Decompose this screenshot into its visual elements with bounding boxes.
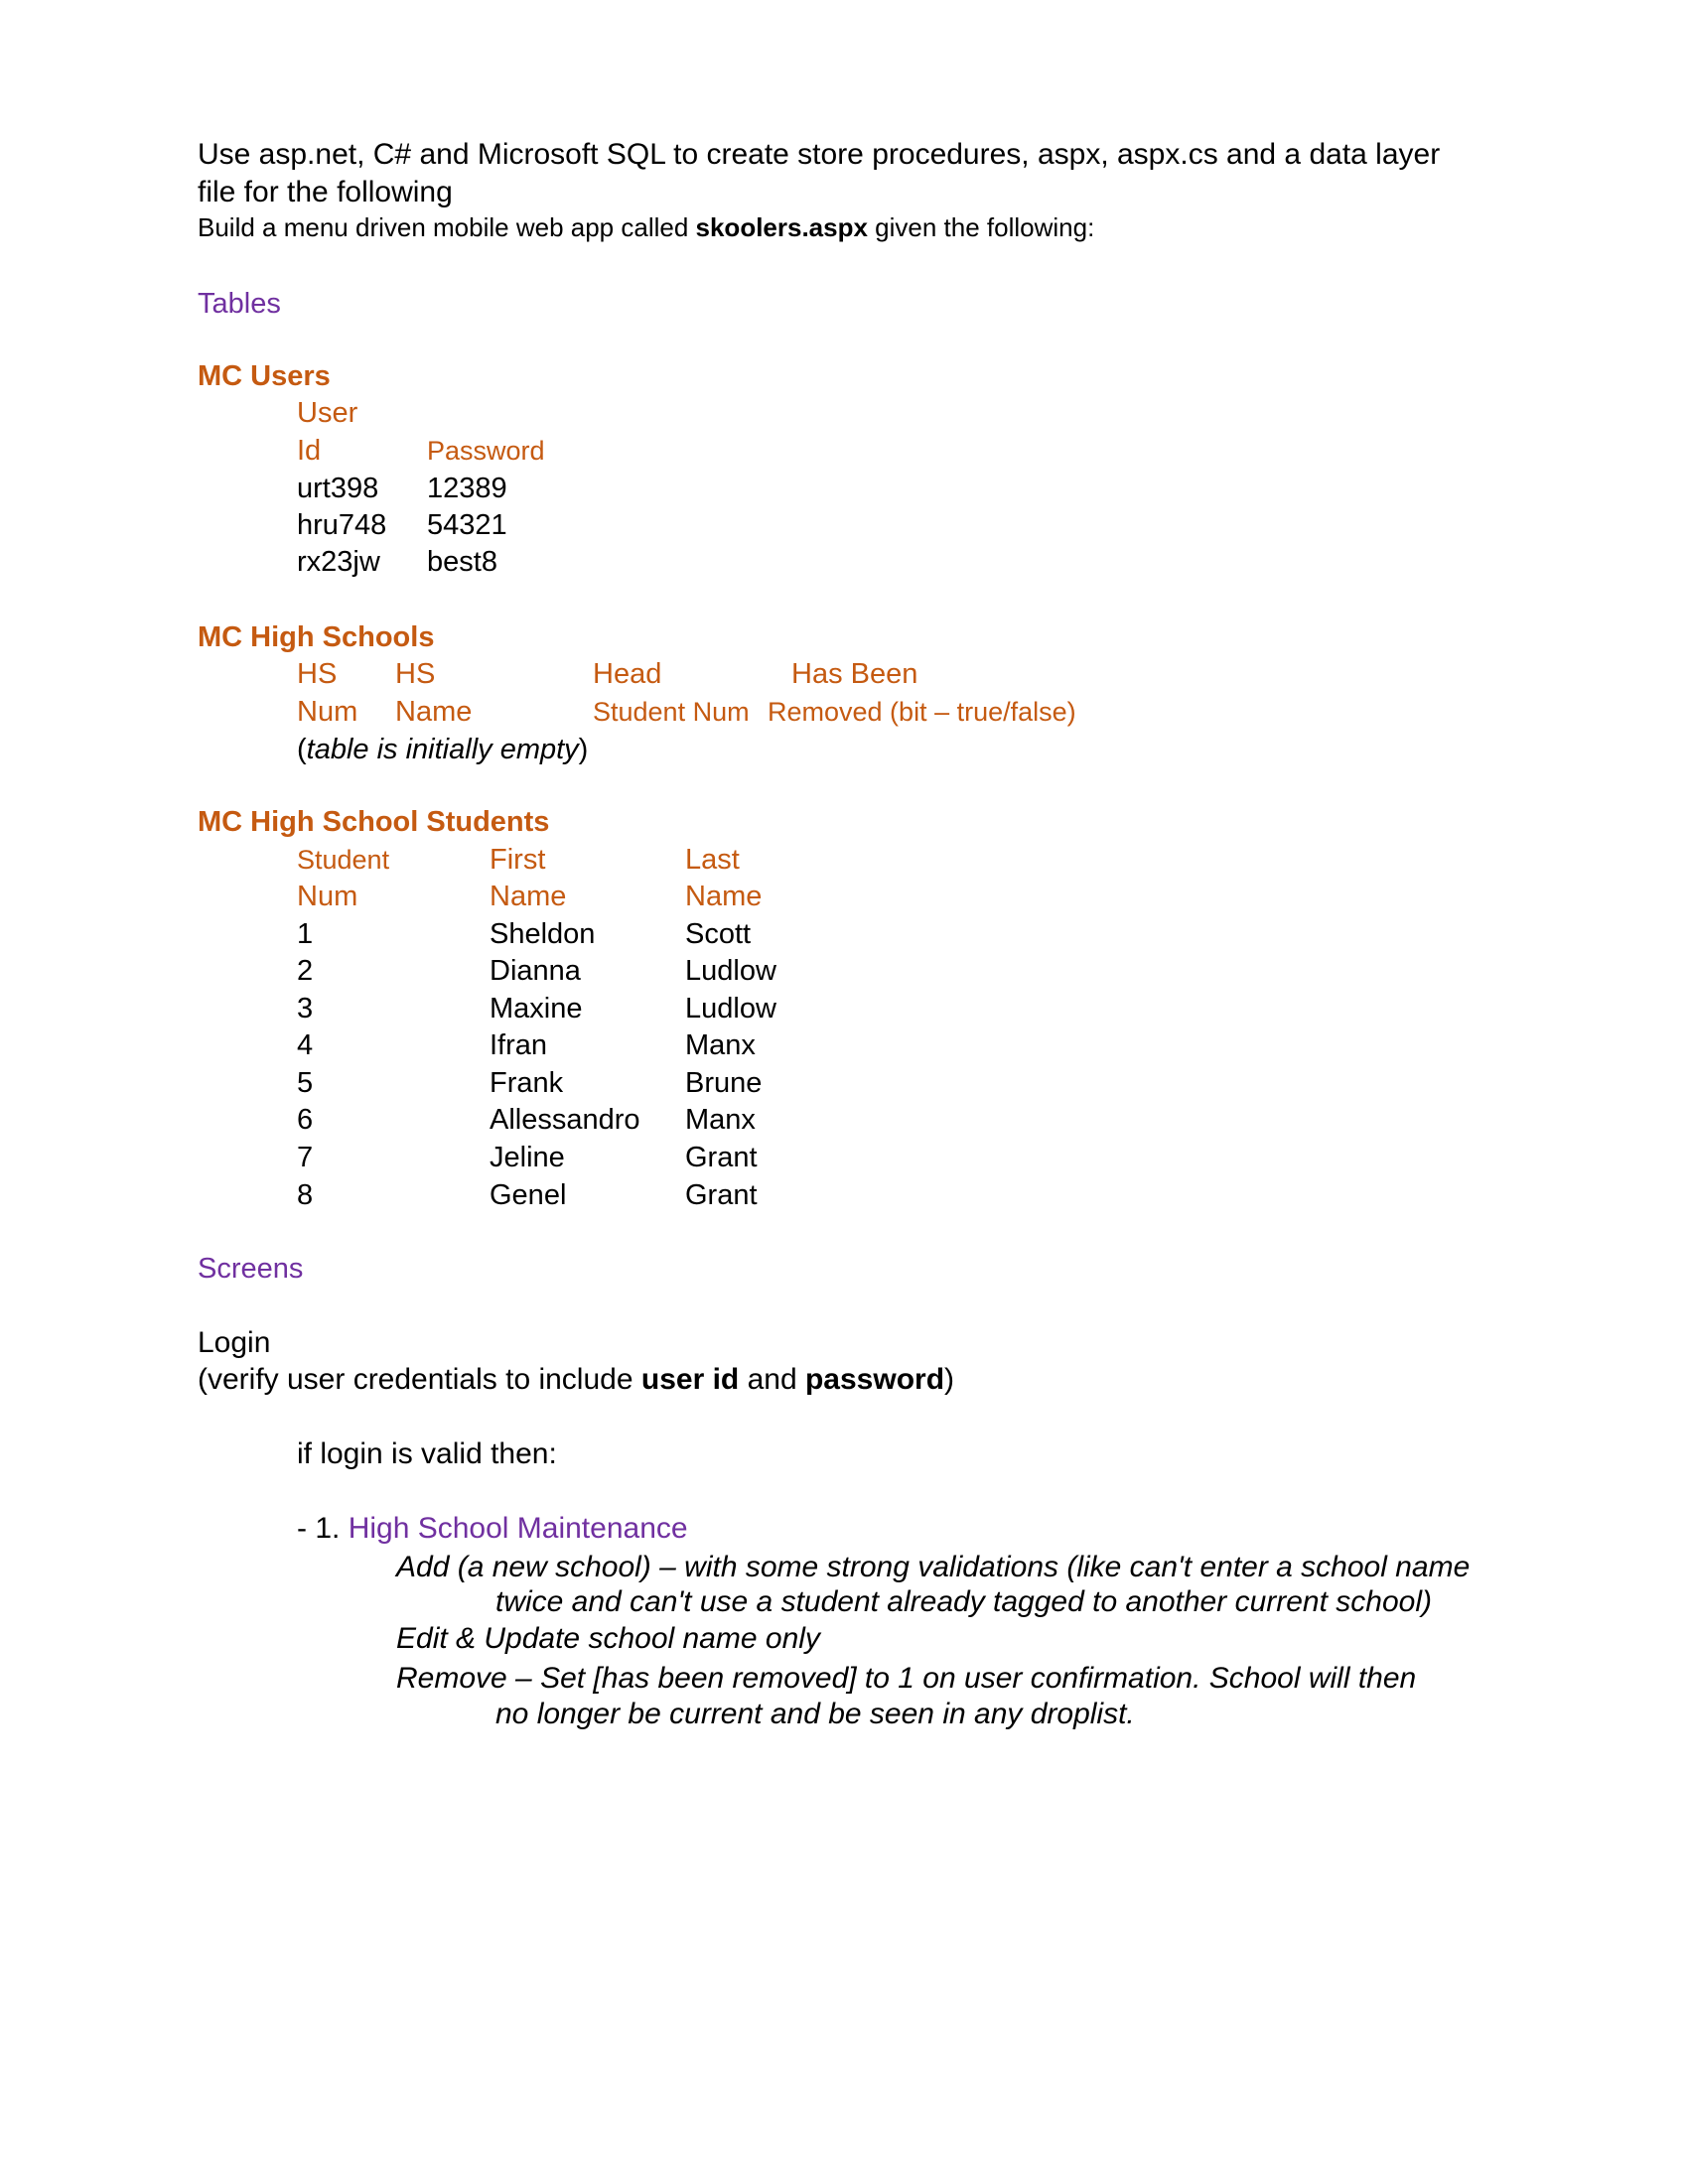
users-row-1-id: urt398: [297, 473, 379, 504]
users-col-password: Password: [427, 436, 545, 466]
note-close-paren: ): [578, 734, 589, 765]
schools-col-head-bottom: Student Num: [593, 697, 750, 727]
tables-heading: Tables: [198, 288, 281, 320]
students-col-num-bottom: Num: [297, 881, 358, 912]
app-filename: skoolers.aspx: [695, 212, 868, 242]
login-desc-userid: user id: [640, 1363, 740, 1396]
users-row-3-password: best8: [427, 546, 497, 578]
users-col-userid-top: User: [297, 397, 358, 429]
remove-requirement-line-2: no longer be current and be seen in any droplist.: [495, 1698, 1135, 1730]
schools-table-note: [297, 734, 588, 766]
student-row-6-num: 6: [297, 1104, 314, 1136]
student-row-7-last: Grant: [685, 1142, 758, 1173]
student-row-4-first: Ifran: [490, 1029, 548, 1061]
student-row-3-num: 3: [297, 993, 314, 1024]
student-row-6-first: Allessandro: [490, 1104, 640, 1136]
menu-item-label: High School Maintenance: [348, 1512, 688, 1545]
student-row-6-last: Manx: [685, 1104, 756, 1136]
student-row-8-last: Grant: [685, 1179, 758, 1211]
schools-col-hsnum-top: HS: [297, 658, 338, 690]
student-row-4-num: 4: [297, 1029, 314, 1061]
student-row-7-first: Jeline: [490, 1142, 565, 1173]
menu-item-prefix: - 1.: [297, 1512, 349, 1545]
student-row-1-first: Sheldon: [490, 918, 596, 950]
students-table-title: MC High School Students: [198, 806, 550, 838]
students-col-last-top: Last: [685, 844, 740, 876]
student-row-3-last: Ludlow: [685, 993, 776, 1024]
login-desc-suffix: ): [944, 1363, 955, 1396]
student-row-4-last: Manx: [685, 1029, 756, 1061]
login-desc-prefix: (verify user credentials to include: [198, 1363, 641, 1396]
schools-col-hsname-top: HS: [395, 658, 436, 690]
schools-col-hsname-bottom: Name: [395, 696, 473, 728]
schools-col-removed-bottom: Removed (bit – true/false): [768, 697, 1076, 727]
login-valid-text: if login is valid then:: [297, 1437, 557, 1470]
student-row-3-first: Maxine: [490, 993, 583, 1024]
remove-requirement-line-1: Remove – Set [has been removed] to 1 on user confirmation. School will then: [396, 1662, 1417, 1695]
intro-line-3-prefix: Build a menu driven mobile web app called: [198, 212, 696, 242]
intro-line-1: Use asp.net, C# and Microsoft SQL to create store procedures, aspx, aspx.cs and a data layer: [198, 138, 1441, 171]
login-desc-mid: and: [739, 1363, 805, 1396]
schools-col-hsnum-bottom: Num: [297, 696, 358, 728]
users-col-userid-bottom: Id: [297, 435, 322, 467]
intro-line-2: file for the following: [198, 176, 453, 208]
note-open-paren: (: [297, 734, 307, 765]
student-row-1-last: Scott: [685, 918, 752, 950]
users-row-1-password: 12389: [427, 473, 507, 504]
users-row-2-password: 54321: [427, 509, 507, 541]
students-col-last-bottom: Name: [685, 881, 763, 912]
student-row-5-first: Frank: [490, 1067, 564, 1099]
edit-requirement: Edit & Update school name only: [396, 1622, 820, 1655]
intro-line-3-suffix: given the following:: [867, 212, 1095, 242]
student-row-2-num: 2: [297, 955, 314, 987]
add-requirement-line-1: Add (a new school) – with some strong validations (like can't enter a school name: [396, 1551, 1471, 1583]
schools-col-removed-top: Has Been: [791, 658, 918, 690]
login-title: Login: [198, 1326, 271, 1359]
users-row-3-id: rx23jw: [297, 546, 380, 578]
student-row-5-last: Brune: [685, 1067, 763, 1099]
student-row-1-num: 1: [297, 918, 314, 950]
student-row-5-num: 5: [297, 1067, 314, 1099]
schools-col-head-top: Head: [593, 658, 662, 690]
screens-heading: Screens: [198, 1253, 304, 1285]
student-row-8-num: 8: [297, 1179, 314, 1211]
add-requirement-line-2: twice and can't use a student already tagged to another current school): [495, 1585, 1432, 1618]
login-description: [198, 1363, 954, 1397]
login-desc-password: password: [804, 1363, 945, 1396]
intro-line-3: [198, 212, 1094, 243]
student-row-8-first: Genel: [490, 1179, 567, 1211]
menu-item-1: [297, 1512, 688, 1546]
students-col-first-bottom: Name: [490, 881, 567, 912]
student-row-2-first: Dianna: [490, 955, 581, 987]
students-col-num-top: Student: [297, 845, 390, 875]
users-table-title: MC Users: [198, 360, 331, 392]
users-row-2-id: hru748: [297, 509, 387, 541]
student-row-2-last: Ludlow: [685, 955, 776, 987]
students-col-first-top: First: [490, 844, 546, 876]
student-row-7-num: 7: [297, 1142, 314, 1173]
schools-table-title: MC High Schools: [198, 621, 435, 653]
note-italic-text: table is initially empty: [306, 734, 579, 765]
